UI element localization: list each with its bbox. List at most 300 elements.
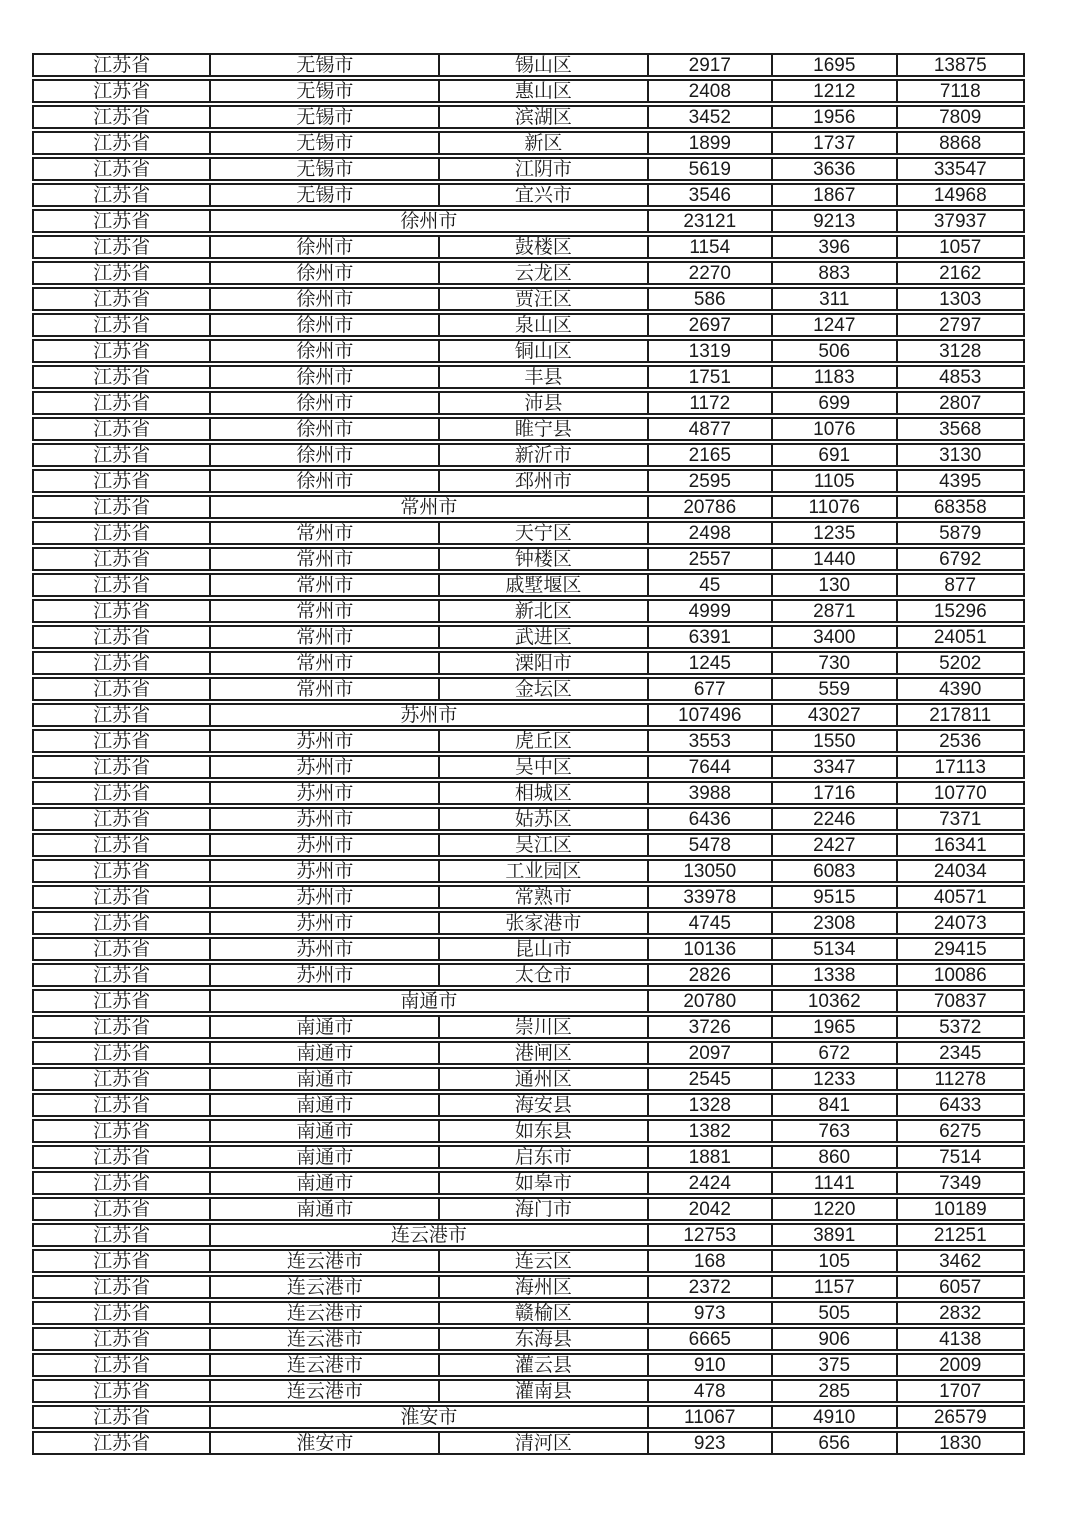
city-cell: 南通市 bbox=[209, 1147, 438, 1167]
province-cell: 江苏省 bbox=[93, 731, 151, 752]
value-cell-3: 2009 bbox=[896, 1355, 1023, 1375]
value-cell-1: 2042 bbox=[647, 1199, 772, 1219]
value-cell-1: 2917 bbox=[647, 55, 772, 75]
table-row bbox=[32, 729, 1025, 753]
value-cell-1: 2372 bbox=[647, 1277, 772, 1297]
value-cell-2: 2308 bbox=[771, 913, 896, 933]
province-cell: 江苏省 bbox=[93, 289, 151, 310]
province-cell: 江苏省 bbox=[93, 393, 151, 414]
table-row bbox=[32, 885, 1025, 909]
value-cell-1: 1382 bbox=[647, 1121, 772, 1141]
table-row bbox=[32, 1431, 1025, 1455]
table-row bbox=[32, 1093, 1025, 1117]
value-cell-2: 506 bbox=[771, 341, 896, 361]
value-cell-1: 20786 bbox=[647, 497, 772, 517]
city-summary-row bbox=[32, 1223, 1025, 1247]
province-cell: 江苏省 bbox=[93, 1433, 151, 1454]
table-row bbox=[32, 859, 1025, 883]
value-cell-3: 10770 bbox=[896, 783, 1023, 803]
table-row bbox=[32, 573, 1025, 597]
value-cell-2: 3347 bbox=[771, 757, 896, 777]
city-cell: 苏州市 bbox=[209, 783, 438, 803]
value-cell-1: 168 bbox=[647, 1251, 772, 1271]
value-cell-1: 2595 bbox=[647, 471, 772, 491]
value-cell-1: 33978 bbox=[647, 887, 772, 907]
value-cell-2: 841 bbox=[771, 1095, 896, 1115]
value-cell-1: 1154 bbox=[647, 237, 772, 257]
table-row bbox=[32, 1353, 1025, 1377]
city-cell: 连云港市 bbox=[209, 1381, 438, 1401]
city-merged-cell: 连云港市 bbox=[209, 1225, 646, 1245]
table-row bbox=[32, 365, 1025, 389]
city-cell: 常州市 bbox=[209, 575, 438, 595]
value-cell-2: 396 bbox=[771, 237, 896, 257]
value-cell-1: 2270 bbox=[647, 263, 772, 283]
value-cell-2: 4910 bbox=[771, 1407, 896, 1427]
table-row bbox=[32, 235, 1025, 259]
city-cell: 苏州市 bbox=[209, 913, 438, 933]
city-cell: 南通市 bbox=[209, 1095, 438, 1115]
value-cell-3: 17113 bbox=[896, 757, 1023, 777]
value-cell-2: 3636 bbox=[771, 159, 896, 179]
city-cell: 徐州市 bbox=[209, 367, 438, 387]
province-cell: 江苏省 bbox=[93, 1173, 151, 1194]
province-cell: 江苏省 bbox=[93, 367, 151, 388]
value-cell-2: 1550 bbox=[771, 731, 896, 751]
table-row bbox=[32, 521, 1025, 545]
value-cell-2: 2427 bbox=[771, 835, 896, 855]
value-cell-2: 1737 bbox=[771, 133, 896, 153]
value-cell-1: 4877 bbox=[647, 419, 772, 439]
district-cell: 滨湖区 bbox=[438, 107, 646, 127]
city-cell: 南通市 bbox=[209, 1199, 438, 1219]
value-cell-2: 763 bbox=[771, 1121, 896, 1141]
value-cell-2: 699 bbox=[771, 393, 896, 413]
value-cell-2: 1956 bbox=[771, 107, 896, 127]
province-cell: 江苏省 bbox=[93, 1043, 151, 1064]
province-cell: 江苏省 bbox=[93, 783, 151, 804]
district-cell: 金坛区 bbox=[438, 679, 646, 699]
city-cell: 淮安市 bbox=[209, 1433, 438, 1453]
city-cell: 苏州市 bbox=[209, 861, 438, 881]
district-cell: 太仓市 bbox=[438, 965, 646, 985]
province-cell: 江苏省 bbox=[93, 81, 151, 102]
province-cell: 江苏省 bbox=[93, 1251, 151, 1272]
value-cell-1: 973 bbox=[647, 1303, 772, 1323]
value-cell-1: 2545 bbox=[647, 1069, 772, 1089]
table-row bbox=[32, 1275, 1025, 1299]
district-cell: 鼓楼区 bbox=[438, 237, 646, 257]
province-cell: 江苏省 bbox=[93, 419, 151, 440]
value-cell-2: 285 bbox=[771, 1381, 896, 1401]
city-summary-row bbox=[32, 209, 1025, 233]
value-cell-3: 3462 bbox=[896, 1251, 1023, 1271]
value-cell-2: 1867 bbox=[771, 185, 896, 205]
value-cell-2: 375 bbox=[771, 1355, 896, 1375]
district-cell: 东海县 bbox=[438, 1329, 646, 1349]
city-cell: 连云港市 bbox=[209, 1251, 438, 1271]
value-cell-3: 2536 bbox=[896, 731, 1023, 751]
province-cell: 江苏省 bbox=[93, 679, 151, 700]
value-cell-1: 13050 bbox=[647, 861, 772, 881]
district-cell: 宜兴市 bbox=[438, 185, 646, 205]
table-row bbox=[32, 547, 1025, 571]
value-cell-2: 1247 bbox=[771, 315, 896, 335]
value-cell-3: 70837 bbox=[896, 991, 1023, 1011]
province-cell: 江苏省 bbox=[93, 185, 151, 206]
value-cell-2: 1220 bbox=[771, 1199, 896, 1219]
value-cell-1: 2408 bbox=[647, 81, 772, 101]
value-cell-2: 1076 bbox=[771, 419, 896, 439]
province-cell: 江苏省 bbox=[93, 913, 151, 934]
table-row bbox=[32, 937, 1025, 961]
value-cell-2: 6083 bbox=[771, 861, 896, 881]
province-cell: 江苏省 bbox=[93, 55, 151, 76]
city-cell: 常州市 bbox=[209, 523, 438, 543]
value-cell-1: 910 bbox=[647, 1355, 772, 1375]
value-cell-3: 40571 bbox=[896, 887, 1023, 907]
table-row bbox=[32, 131, 1025, 155]
city-cell: 无锡市 bbox=[209, 81, 438, 101]
city-cell: 常州市 bbox=[209, 653, 438, 673]
province-cell: 江苏省 bbox=[93, 549, 151, 570]
table-row bbox=[32, 183, 1025, 207]
table-row bbox=[32, 1015, 1025, 1039]
value-cell-3: 7809 bbox=[896, 107, 1023, 127]
value-cell-2: 2246 bbox=[771, 809, 896, 829]
value-cell-1: 4745 bbox=[647, 913, 772, 933]
value-cell-3: 7371 bbox=[896, 809, 1023, 829]
city-cell: 徐州市 bbox=[209, 289, 438, 309]
value-cell-3: 6275 bbox=[896, 1121, 1023, 1141]
district-cell: 天宁区 bbox=[438, 523, 646, 543]
province-cell: 江苏省 bbox=[93, 1147, 151, 1168]
city-merged-cell: 徐州市 bbox=[209, 211, 646, 231]
value-cell-1: 7644 bbox=[647, 757, 772, 777]
value-cell-3: 217811 bbox=[896, 705, 1023, 725]
value-cell-1: 45 bbox=[647, 575, 772, 595]
district-cell: 贾汪区 bbox=[438, 289, 646, 309]
value-cell-1: 1245 bbox=[647, 653, 772, 673]
province-cell: 江苏省 bbox=[93, 887, 151, 908]
district-cell: 新沂市 bbox=[438, 445, 646, 465]
value-cell-3: 6792 bbox=[896, 549, 1023, 569]
value-cell-3: 4853 bbox=[896, 367, 1023, 387]
value-cell-3: 16341 bbox=[896, 835, 1023, 855]
district-cell: 锡山区 bbox=[438, 55, 646, 75]
district-cell: 丰县 bbox=[438, 367, 646, 387]
province-cell: 江苏省 bbox=[93, 1095, 151, 1116]
value-cell-2: 1105 bbox=[771, 471, 896, 491]
district-cell: 邳州市 bbox=[438, 471, 646, 491]
province-cell: 江苏省 bbox=[93, 1121, 151, 1142]
city-cell: 徐州市 bbox=[209, 471, 438, 491]
city-summary-row bbox=[32, 1405, 1025, 1429]
district-cell: 昆山市 bbox=[438, 939, 646, 959]
table-row bbox=[32, 157, 1025, 181]
value-cell-2: 9213 bbox=[771, 211, 896, 231]
value-cell-2: 3400 bbox=[771, 627, 896, 647]
value-cell-3: 24073 bbox=[896, 913, 1023, 933]
district-cell: 港闸区 bbox=[438, 1043, 646, 1063]
city-merged-cell: 常州市 bbox=[209, 497, 646, 517]
district-cell: 崇川区 bbox=[438, 1017, 646, 1037]
city-cell: 常州市 bbox=[209, 549, 438, 569]
province-cell: 江苏省 bbox=[93, 1069, 151, 1090]
value-cell-1: 3452 bbox=[647, 107, 772, 127]
value-cell-2: 130 bbox=[771, 575, 896, 595]
value-cell-1: 1172 bbox=[647, 393, 772, 413]
district-cell: 虎丘区 bbox=[438, 731, 646, 751]
table-row bbox=[32, 755, 1025, 779]
province-cell: 江苏省 bbox=[93, 757, 151, 778]
table-row bbox=[32, 677, 1025, 701]
value-cell-3: 26579 bbox=[896, 1407, 1023, 1427]
value-cell-3: 2832 bbox=[896, 1303, 1023, 1323]
value-cell-3: 6057 bbox=[896, 1277, 1023, 1297]
value-cell-2: 11076 bbox=[771, 497, 896, 517]
value-cell-3: 13875 bbox=[896, 55, 1023, 75]
district-cell: 吴中区 bbox=[438, 757, 646, 777]
district-cell: 江阴市 bbox=[438, 159, 646, 179]
district-cell: 清河区 bbox=[438, 1433, 646, 1453]
table-row bbox=[32, 833, 1025, 857]
value-cell-2: 1235 bbox=[771, 523, 896, 543]
district-cell: 泉山区 bbox=[438, 315, 646, 335]
province-cell: 江苏省 bbox=[93, 1381, 151, 1402]
value-cell-1: 2697 bbox=[647, 315, 772, 335]
district-cell: 海门市 bbox=[438, 1199, 646, 1219]
table-row bbox=[32, 105, 1025, 129]
province-cell: 江苏省 bbox=[93, 627, 151, 648]
district-cell: 启东市 bbox=[438, 1147, 646, 1167]
value-cell-1: 3726 bbox=[647, 1017, 772, 1037]
table-row bbox=[32, 911, 1025, 935]
value-cell-3: 3568 bbox=[896, 419, 1023, 439]
value-cell-2: 1716 bbox=[771, 783, 896, 803]
city-cell: 徐州市 bbox=[209, 315, 438, 335]
table-row bbox=[32, 313, 1025, 337]
value-cell-2: 656 bbox=[771, 1433, 896, 1453]
province-cell: 江苏省 bbox=[93, 809, 151, 830]
table-row bbox=[32, 287, 1025, 311]
value-cell-1: 11067 bbox=[647, 1407, 772, 1427]
value-cell-1: 6665 bbox=[647, 1329, 772, 1349]
city-cell: 南通市 bbox=[209, 1043, 438, 1063]
district-cell: 海安县 bbox=[438, 1095, 646, 1115]
city-cell: 无锡市 bbox=[209, 55, 438, 75]
province-cell: 江苏省 bbox=[93, 1277, 151, 1298]
city-cell: 常州市 bbox=[209, 679, 438, 699]
value-cell-2: 883 bbox=[771, 263, 896, 283]
city-cell: 徐州市 bbox=[209, 419, 438, 439]
district-cell: 如皋市 bbox=[438, 1173, 646, 1193]
value-cell-2: 906 bbox=[771, 1329, 896, 1349]
value-cell-1: 3988 bbox=[647, 783, 772, 803]
region-statistics-table bbox=[32, 53, 1025, 1457]
value-cell-1: 1328 bbox=[647, 1095, 772, 1115]
table-row bbox=[32, 469, 1025, 493]
city-summary-row bbox=[32, 989, 1025, 1013]
city-merged-cell: 南通市 bbox=[209, 991, 646, 1011]
value-cell-1: 3553 bbox=[647, 731, 772, 751]
value-cell-2: 1440 bbox=[771, 549, 896, 569]
city-cell: 无锡市 bbox=[209, 133, 438, 153]
value-cell-2: 1157 bbox=[771, 1277, 896, 1297]
value-cell-1: 6391 bbox=[647, 627, 772, 647]
value-cell-3: 8868 bbox=[896, 133, 1023, 153]
value-cell-1: 2165 bbox=[647, 445, 772, 465]
value-cell-2: 105 bbox=[771, 1251, 896, 1271]
province-cell: 江苏省 bbox=[93, 835, 151, 856]
value-cell-2: 43027 bbox=[771, 705, 896, 725]
city-cell: 苏州市 bbox=[209, 939, 438, 959]
city-cell: 苏州市 bbox=[209, 757, 438, 777]
value-cell-2: 1141 bbox=[771, 1173, 896, 1193]
value-cell-1: 2097 bbox=[647, 1043, 772, 1063]
province-cell: 江苏省 bbox=[93, 211, 151, 232]
city-cell: 连云港市 bbox=[209, 1355, 438, 1375]
value-cell-3: 5372 bbox=[896, 1017, 1023, 1037]
value-cell-2: 559 bbox=[771, 679, 896, 699]
value-cell-3: 2345 bbox=[896, 1043, 1023, 1063]
value-cell-3: 2807 bbox=[896, 393, 1023, 413]
table-row bbox=[32, 1067, 1025, 1091]
district-cell: 通州区 bbox=[438, 1069, 646, 1089]
province-cell: 江苏省 bbox=[93, 1407, 151, 1428]
value-cell-3: 4390 bbox=[896, 679, 1023, 699]
city-cell: 苏州市 bbox=[209, 731, 438, 751]
value-cell-3: 6433 bbox=[896, 1095, 1023, 1115]
value-cell-3: 10086 bbox=[896, 965, 1023, 985]
city-cell: 无锡市 bbox=[209, 107, 438, 127]
table-row bbox=[32, 963, 1025, 987]
table-row bbox=[32, 625, 1025, 649]
district-cell: 姑苏区 bbox=[438, 809, 646, 829]
district-cell: 相城区 bbox=[438, 783, 646, 803]
table-row bbox=[32, 1301, 1025, 1325]
value-cell-2: 672 bbox=[771, 1043, 896, 1063]
value-cell-1: 5619 bbox=[647, 159, 772, 179]
value-cell-1: 1881 bbox=[647, 1147, 772, 1167]
province-cell: 江苏省 bbox=[93, 1355, 151, 1376]
table-row bbox=[32, 651, 1025, 675]
city-cell: 徐州市 bbox=[209, 445, 438, 465]
value-cell-1: 677 bbox=[647, 679, 772, 699]
value-cell-3: 4395 bbox=[896, 471, 1023, 491]
value-cell-1: 20780 bbox=[647, 991, 772, 1011]
value-cell-3: 29415 bbox=[896, 939, 1023, 959]
district-cell: 吴江区 bbox=[438, 835, 646, 855]
value-cell-3: 7118 bbox=[896, 81, 1023, 101]
value-cell-3: 33547 bbox=[896, 159, 1023, 179]
value-cell-3: 1057 bbox=[896, 237, 1023, 257]
province-cell: 江苏省 bbox=[93, 991, 151, 1012]
value-cell-1: 6436 bbox=[647, 809, 772, 829]
table-row bbox=[32, 1197, 1025, 1221]
table-row bbox=[32, 79, 1025, 103]
district-cell: 连云区 bbox=[438, 1251, 646, 1271]
province-cell: 江苏省 bbox=[93, 965, 151, 986]
value-cell-3: 10189 bbox=[896, 1199, 1023, 1219]
district-cell: 新区 bbox=[438, 133, 646, 153]
table-row bbox=[32, 391, 1025, 415]
city-cell: 南通市 bbox=[209, 1069, 438, 1089]
value-cell-3: 5879 bbox=[896, 523, 1023, 543]
value-cell-3: 3128 bbox=[896, 341, 1023, 361]
table-row bbox=[32, 261, 1025, 285]
value-cell-1: 10136 bbox=[647, 939, 772, 959]
province-cell: 江苏省 bbox=[93, 939, 151, 960]
value-cell-3: 2797 bbox=[896, 315, 1023, 335]
value-cell-3: 7349 bbox=[896, 1173, 1023, 1193]
city-cell: 常州市 bbox=[209, 601, 438, 621]
city-cell: 无锡市 bbox=[209, 159, 438, 179]
value-cell-1: 2498 bbox=[647, 523, 772, 543]
city-cell: 南通市 bbox=[209, 1121, 438, 1141]
province-cell: 江苏省 bbox=[93, 471, 151, 492]
value-cell-3: 3130 bbox=[896, 445, 1023, 465]
province-cell: 江苏省 bbox=[93, 1017, 151, 1038]
district-cell: 灌南县 bbox=[438, 1381, 646, 1401]
value-cell-3: 21251 bbox=[896, 1225, 1023, 1245]
district-cell: 铜山区 bbox=[438, 341, 646, 361]
value-cell-3: 24034 bbox=[896, 861, 1023, 881]
value-cell-2: 860 bbox=[771, 1147, 896, 1167]
table-row bbox=[32, 1327, 1025, 1351]
value-cell-2: 10362 bbox=[771, 991, 896, 1011]
value-cell-1: 2557 bbox=[647, 549, 772, 569]
table-row bbox=[32, 417, 1025, 441]
district-cell: 沛县 bbox=[438, 393, 646, 413]
province-cell: 江苏省 bbox=[93, 497, 151, 518]
value-cell-1: 23121 bbox=[647, 211, 772, 231]
district-cell: 张家港市 bbox=[438, 913, 646, 933]
city-cell: 徐州市 bbox=[209, 237, 438, 257]
value-cell-2: 311 bbox=[771, 289, 896, 309]
table-row bbox=[32, 599, 1025, 623]
value-cell-2: 1695 bbox=[771, 55, 896, 75]
district-cell: 新北区 bbox=[438, 601, 646, 621]
value-cell-2: 730 bbox=[771, 653, 896, 673]
city-merged-cell: 淮安市 bbox=[209, 1407, 646, 1427]
value-cell-1: 4999 bbox=[647, 601, 772, 621]
value-cell-2: 9515 bbox=[771, 887, 896, 907]
province-cell: 江苏省 bbox=[93, 263, 151, 284]
value-cell-2: 2871 bbox=[771, 601, 896, 621]
province-cell: 江苏省 bbox=[93, 601, 151, 622]
value-cell-3: 1707 bbox=[896, 1381, 1023, 1401]
province-cell: 江苏省 bbox=[93, 133, 151, 154]
value-cell-2: 1338 bbox=[771, 965, 896, 985]
value-cell-1: 2826 bbox=[647, 965, 772, 985]
district-cell: 溧阳市 bbox=[438, 653, 646, 673]
city-cell: 徐州市 bbox=[209, 393, 438, 413]
province-cell: 江苏省 bbox=[93, 705, 151, 726]
city-cell: 苏州市 bbox=[209, 887, 438, 907]
value-cell-2: 691 bbox=[771, 445, 896, 465]
value-cell-3: 68358 bbox=[896, 497, 1023, 517]
value-cell-1: 107496 bbox=[647, 705, 772, 725]
table-row bbox=[32, 53, 1025, 77]
district-cell: 常熟市 bbox=[438, 887, 646, 907]
province-cell: 江苏省 bbox=[93, 237, 151, 258]
value-cell-3: 37937 bbox=[896, 211, 1023, 231]
city-cell: 连云港市 bbox=[209, 1303, 438, 1323]
province-cell: 江苏省 bbox=[93, 107, 151, 128]
value-cell-1: 5478 bbox=[647, 835, 772, 855]
city-cell: 徐州市 bbox=[209, 341, 438, 361]
